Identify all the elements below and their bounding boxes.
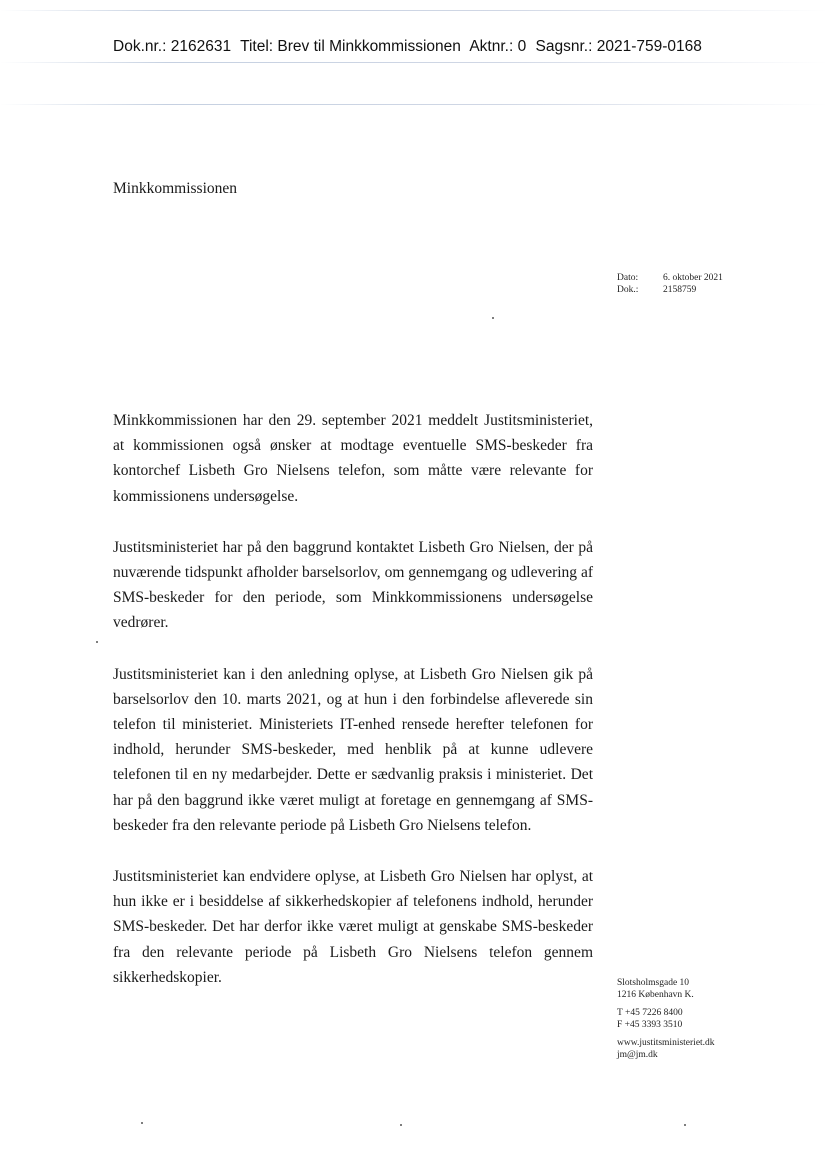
doc-title: Titel: Brev til Minkkommissionen	[240, 38, 461, 55]
act-number: Aktnr.: 0	[469, 38, 527, 55]
contact-block	[617, 1008, 715, 1031]
body-paragraph: Minkkommissionen har den 29. september 2021 meddelt Justitsministeriet, at kommissionen også ønsker at modtage eventuelle SMS-beskeder fra kontorchef Lisbeth Gro Nielsens telefon, som måtte være relevante for kommissionens undersøgelse.	[113, 412, 593, 505]
body-paragraph: Justitsministeriet kan endvidere oplyse, at Lisbeth Gro Nielsen har oplyst, at hun ikke er i besiddelse af sikkerhedskopier af telefonens indhold, herunder SMS-beskeder. Det har derfor ikke været muligt at genskabe SMS-beskeder fra den relevante periode på Lisbeth Gro Nielsens telefon gennem sikkerhedskopier.	[113, 868, 593, 986]
sender-footer	[617, 978, 715, 1068]
web-block	[617, 1038, 715, 1061]
date-label: Dato:	[617, 273, 639, 283]
scan-speck	[400, 1124, 402, 1126]
scan-artifact-line	[0, 10, 828, 11]
body-paragraph: Justitsministeriet har på den baggrund kontaktet Lisbeth Gro Nielsen, der på nuværende tidspunkt afholder barselsorlov, om gennemgang og udlevering af SMS-beskeder for den periode, som Minkkommissionens undersøgelse vedrører.	[113, 538, 593, 632]
scan-artifact-line	[0, 104, 828, 105]
recipient: Minkkommissionen	[113, 180, 238, 197]
address-block	[617, 978, 715, 1001]
email-link[interactable]: jm@jm.dk	[617, 1049, 658, 1060]
fax-number: F +45 3393 3510	[617, 1019, 683, 1030]
address-street: Slotsholmsgade 10	[617, 978, 690, 988]
date-value: 6. oktober 2021	[663, 273, 723, 283]
body-paragraph: Justitsministeriet kan i den anledning oplyse, at Lisbeth Gro Nielsen gik på barselsorlov den 10. marts 2021, og at hun i den forbindelse afleverede sin telefon til ministeriet. Ministeriets IT-enhed rensede herefter telefonen for indhold, herunder SMS-beskeder, med henblik på at kunne udlevere telefonen til en ny medarbejder. Dette er sædvanlig praksis i ministeriet. Det har på den baggrund ikke været muligt at foretage en gennemgang af SMS-beskeder fra den relevante periode på Lisbeth Gro Nielsens telefon.	[113, 665, 593, 834]
doc-value: 2158759	[663, 285, 697, 295]
phone-number: T +45 7226 8400	[617, 1008, 683, 1018]
scan-artifact-line	[0, 62, 828, 63]
date-row	[617, 272, 723, 284]
scan-speck	[684, 1124, 686, 1126]
case-number: Sagsnr.: 2021-759-0168	[535, 38, 702, 55]
address-city: 1216 København K.	[617, 989, 694, 1000]
website-link[interactable]: www.justitsministeriet.dk	[617, 1038, 715, 1048]
doc-label: Dok.:	[617, 285, 639, 295]
doc-number: Dok.nr.: 2162631	[113, 38, 232, 55]
letter-meta	[617, 272, 723, 296]
scan-speck	[96, 641, 98, 643]
document-header	[113, 38, 707, 56]
scan-speck	[141, 1122, 143, 1124]
doc-row	[617, 284, 723, 296]
scan-speck	[492, 317, 494, 319]
letter-body	[113, 408, 593, 1016]
